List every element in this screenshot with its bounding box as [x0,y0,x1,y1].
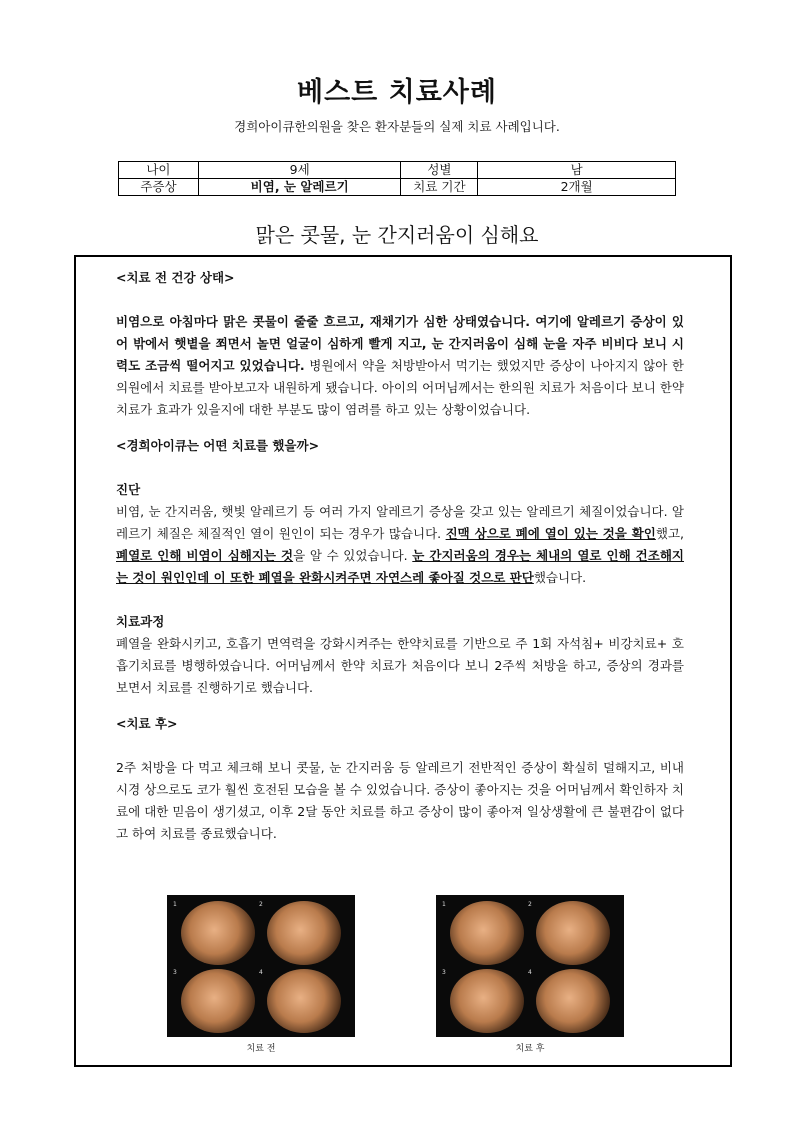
diagnosis-text-3: 을 알 수 있었습니다. [293,548,413,563]
page-title: 베스트 치료사례 [297,77,497,108]
panel-number: 4 [528,969,532,976]
symptom-value: 비염, 눈 알레르기 [198,179,401,196]
panel-number: 3 [173,969,177,976]
age-label: 나이 [119,162,199,179]
period-value: 2개월 [478,179,676,196]
diagnosis-text-2: 했고, [655,526,684,541]
diagnosis-text-4: 했습니다. [533,570,587,585]
diagnosis-highlight-2: 폐열로 인해 비염이 심해지는 것 [116,548,294,563]
sex-label: 성별 [401,162,478,179]
case-headline: 맑은 콧물, 눈 간지러움이 심해요 [255,223,539,247]
patient-info-table [118,161,676,196]
diagnosis-highlight-1: 진맥 상으로 폐에 열이 있는 것을 확인 [445,526,656,541]
before-section-title: <치료 전 건강 상태> [116,270,235,285]
after-endoscopy-image [436,895,624,1037]
treatment-section-title: <경희아이큐는 어떤 치료를 했을까> [116,438,320,453]
panel-number: 2 [528,901,532,908]
endoscopy-photos [76,895,734,1065]
panel-number: 2 [259,901,263,908]
process-title: 치료과정 [116,614,165,629]
process-paragraph: 폐열을 완화시키고, 호흡기 면역력을 강화시켜주는 한약치료를 기반으로 주 1회 자석침+ 비강치료+ 호흡기치료를 병행하였습니다. 어머님께서 한약 치료가 처음이다 보니 2주씩 처방을 하고, 증상의 경과를 보면서 치료를 진행하기로 했습니다. [116,636,684,695]
period-label: 치료 기간 [401,179,478,196]
symptom-label: 주증상 [119,179,199,196]
table-row [119,179,676,196]
diagnosis-highlight-3: 눈 간지러움의 경우는 체내의 열로 인해 건조해지는 것이 원인인데 이 또한 폐열을 완화시켜주면 자연스레 좋아질 것으로 판단 [116,548,684,585]
before-endoscopy-image [167,895,355,1037]
before-paragraph [116,311,684,421]
panel-number: 1 [442,901,446,908]
table-row [119,162,676,179]
panel-number: 4 [259,969,263,976]
age-value: 9세 [198,162,401,179]
before-text: 병원에서 약을 처방받아서 먹기는 했었지만 증상이 나아지지 않아 한의원에서 치료를 받아보고자 내원하게 됐습니다. 아이의 어머님께서는 한의원 치료가 처음이다 보니 한약 치료가 효과가 있을지에 대한 부분도 많이 염려를 하고 있는 상황이었습니다. [116,358,684,417]
after-photo-caption: 치료 후 [515,1044,545,1054]
after-paragraph: 2주 처방을 다 먹고 체크해 보니 콧물, 눈 간지러움 등 알레르기 전반적인 증상이 확실히 덜해지고, 비내시경 상으로도 코가 훨씬 호전된 모습을 볼 수 있었습니다. 증상이 좋아지는 것을 어머님께서 확인하자 치료에 대한 믿음이 생기셨고, 이후 2달 동안 치료를 하고 증상이 많이 좋아져 일상생활에 큰 불편감이 없다고 하여 치료를 종료했습니다. [116,760,684,841]
sex-value: 남 [478,162,676,179]
before-bold-text: 비염으로 아침마다 맑은 콧물이 줄줄 흐르고, 재채기가 심한 상태였습니다. 여기에 알레르기 증상이 있어 밖에서 햇볕을 쬐면서 놀면 얼굴이 심하게 빨게 지고, 눈 간지러움이 심해 눈을 자주 비비다 보니 시력도 조금씩 떨어지고 있었습니다. [116,314,684,373]
case-content-box [74,255,732,1067]
page-subtitle: 경희아이큐한의원을 찾은 환자분들의 실제 치료 사례입니다. [234,119,560,134]
diagnosis-title: 진단 [116,482,141,497]
case-content [116,267,684,845]
panel-number: 3 [442,969,446,976]
diagnosis-paragraph [116,501,684,589]
diagnosis-text-1: 비염, 눈 간지러움, 햇빛 알레르기 등 여러 가지 알레르기 증상을 갖고 있는 알레르기 체질이었습니다. 알레르기 체질은 체질적인 열이 원인이 되는 경우가 많습니다. [116,504,684,541]
after-section-title: <치료 후> [116,716,178,731]
before-photo-caption: 치료 전 [246,1044,276,1054]
panel-number: 1 [173,901,177,908]
